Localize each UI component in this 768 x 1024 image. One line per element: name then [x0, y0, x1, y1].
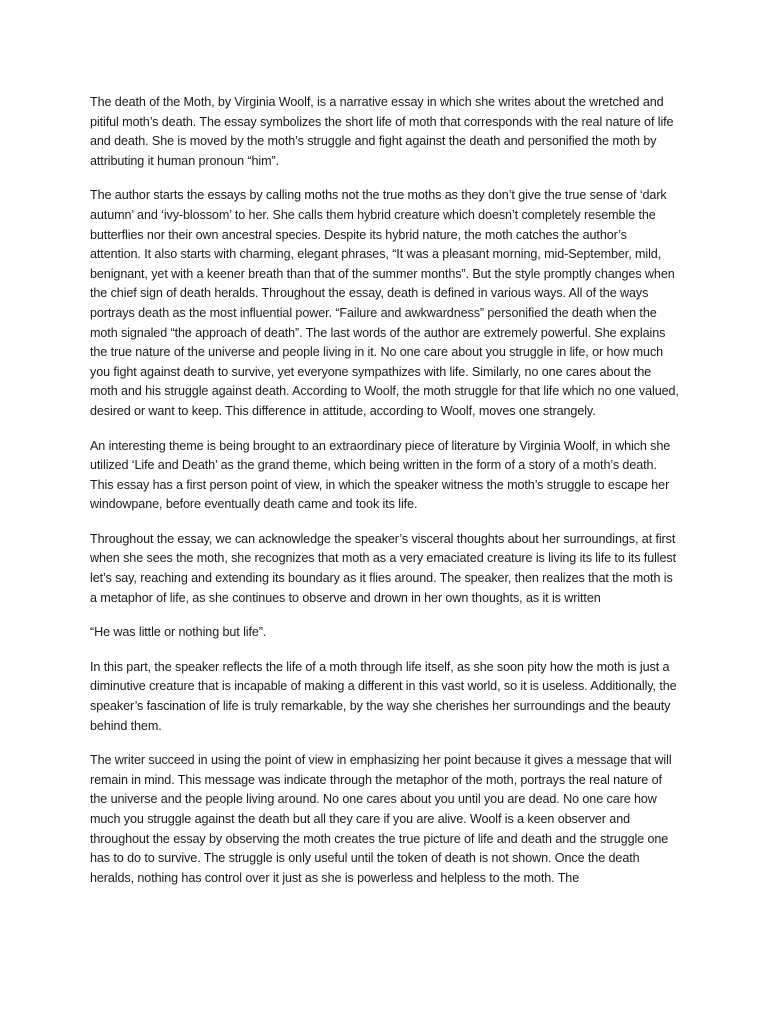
- paragraph-6: In this part, the speaker reflects the life of a moth through life itself, as she soon pity how the moth is just a diminutive creature that is incapable of making a different in this vast world, so it is useless. Additionally, the speaker’s fascination of life is truly remarkable, by the way she cherishes her surroundings and the beauty behind them.: [90, 659, 677, 733]
- quote-paragraph: “He was little or nothing but life”.: [90, 625, 267, 640]
- essay-body: [90, 93, 680, 903]
- paragraph-4: Throughout the essay, we can acknowledge the speaker’s visceral thoughts about her surroundings, at first when she sees the moth, she recognizes that moth as a very emaciated creature is living its life to its fullest let’s say, reaching and extending its boundary as it flies around. The speaker, then realizes that the moth is a metaphor of life, as she continues to observe and drown in her own thoughts, as it is written: [90, 531, 676, 605]
- paragraph-7: The writer succeed in using the point of view in emphasizing her point because it gives a message that will remain in mind. This message was indicate through the metaphor of the moth, portrays the real nature of the universe and the people living around. No one cares about you until you are dead. No one care how much you struggle against the death but all they care if you are alive. Woolf is a keen observer and throughout the essay by observing the moth creates the true picture of life and death and the struggle one has to do to survive. The struggle is only useful until the token of death is not shown. Once the death heralds, nothing has control over it just as she is powerless and helpless to the moth. The: [90, 753, 672, 885]
- paragraph-2: The author starts the essays by calling moths not the true moths as they don’t give the true sense of ‘dark autumn’ and ‘ivy-blossom’ to her. She calls them hybrid creature which doesn’t completely resemble the butterflies nor their own ancestral species. Despite its hybrid nature, the moth catches the author’s attention. It also starts with charming, elegant phrases, “It was a pleasant morning, mid-September, mild, benignant, yet with a keener breath than that of the summer months”. But the style promptly changes when the chief sign of death heralds. Throughout the essay, death is defined in various ways. All of the ways portrays death as the most influential power. “Failure and awkwardness” personified the death when the moth signaled “the approach of death”. The last words of the author are extremely powerful. She explains the true nature of the universe and people living in it. No one care about you struggle in life, or how much you fight against death to survive, yet everyone sympathizes with life. Similarly, no one cares about the moth and his struggle against death. According to Woolf, the moth struggle for that life which no one valued, desired or want to keep. This difference in attitude, according to Woolf, moves one strangely.: [90, 188, 679, 418]
- paragraph-3: An interesting theme is being brought to an extraordinary piece of literature by Virginia Woolf, in which she utilized ‘Life and Death’ as the grand theme, which being written in the form of a story of a moth’s death. This essay has a first person point of view, in which the speaker witness the moth’s struggle to escape her windowpane, before eventually death came and took its life.: [90, 438, 671, 512]
- paragraph-1: The death of the Moth, by Virginia Woolf, is a narrative essay in which she writes about the wretched and pitiful moth’s death. The essay symbolizes the short life of moth that corresponds with the real nature of life and death. She is moved by the moth’s struggle and fight against the death and personified the moth by attributing it human pronoun “him”.: [90, 95, 674, 168]
